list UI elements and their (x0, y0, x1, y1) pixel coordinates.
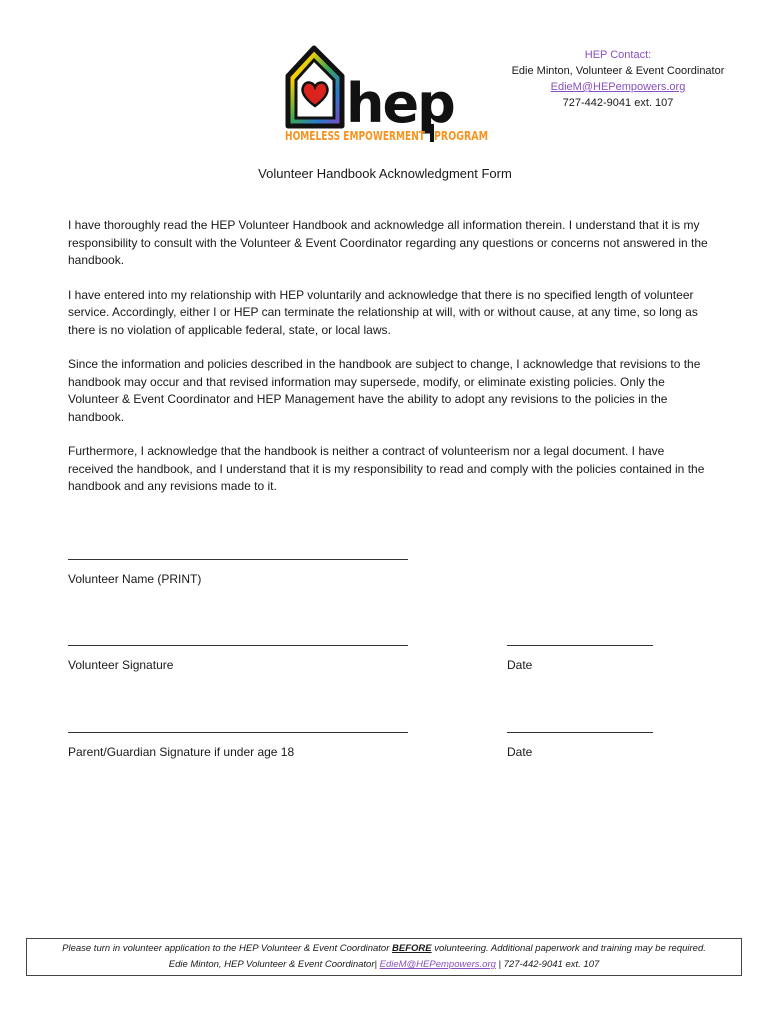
footer-line-1 (27, 941, 741, 957)
guardian-signature-field[interactable] (68, 731, 408, 760)
volunteer-name-field[interactable] (68, 558, 408, 587)
form-title: Volunteer Handbook Acknowledgment Form (258, 166, 512, 181)
date-label-1: Date (507, 658, 533, 672)
contact-email-link[interactable]: EdieM@HEPempowers.org (550, 81, 686, 93)
signature-line (507, 731, 653, 733)
guardian-signature-label: Parent/Guardian Signature if under age 18 (68, 745, 295, 759)
date-field-2[interactable] (507, 731, 653, 760)
paragraph-4: Furthermore, I acknowledge that the handbook is neither a contract of volunteerism nor a legal document. I have received the handbook, and I understand that it is my responsibility to read and comply with the policies contained in the handbook and any revisions made to it. (68, 444, 705, 493)
footer-text: volunteering. Additional paperwork and training may be required. (431, 943, 706, 954)
signature-line (68, 644, 408, 646)
footer-text: | 727-442-9041 ext. 107 (495, 959, 600, 970)
date-field-1[interactable] (507, 644, 653, 673)
hep-wordmark: hep (346, 72, 454, 135)
house-heart-icon (288, 48, 342, 126)
form-body (68, 217, 708, 513)
paragraph-1: I have thoroughly read the HEP Volunteer Handbook and acknowledge all information therein. I understand that it is my responsibility to consult with the Volunteer & Event Coordinator regarding any questions or concerns not answered in the handbook. (68, 218, 708, 267)
logo-program-text: HOMELESS EMPOWERMENT (285, 128, 426, 143)
signature-line (68, 731, 408, 733)
signature-line (507, 644, 653, 646)
paragraph-2: I have entered into my relationship with HEP voluntarily and acknowledge that there is no specified length of volunteer service. Accordingly, either I or HEP can terminate the relationship at will, with or without cause, at any time, so long as there is no violation of applicable federal, state, or local laws. (68, 287, 698, 337)
logo-program-text-right: PROGRAM (434, 128, 488, 143)
footer-text: Please turn in volunteer application to the HEP Volunteer & Event Coordinator (62, 943, 393, 954)
date-label-2: Date (507, 745, 533, 759)
volunteer-signature-field[interactable] (68, 644, 408, 673)
footer-emphasis: BEFORE (392, 943, 432, 954)
contact-phone: 727-442-9041 ext. 107 (562, 97, 674, 109)
volunteer-signature-label: Volunteer Signature (68, 658, 174, 672)
footer-email-link[interactable]: EdieM@HEPempowers.org (379, 959, 496, 970)
footer-line-2 (27, 957, 741, 973)
footer-note (26, 938, 742, 976)
contact-label: HEP Contact: (584, 49, 652, 61)
signature-line (68, 558, 408, 560)
paragraph-3: Since the information and policies described in the handbook are subject to change, I acknowledge that revisions to the handbook may occur and that revised information may supersede, modify, or eliminate existing policies. Only the Volunteer & Event Coordinator and HEP Management have the ability to adopt any revisions to the policies in the handbook. (68, 357, 701, 424)
hep-logo (282, 42, 492, 146)
volunteer-name-label: Volunteer Name (PRINT) (68, 572, 202, 586)
footer-text: Edie Minton, HEP Volunteer & Event Coordinator| (168, 959, 380, 970)
contact-name: Edie Minton, Volunteer & Event Coordinator (511, 65, 725, 77)
contact-block (498, 47, 738, 111)
